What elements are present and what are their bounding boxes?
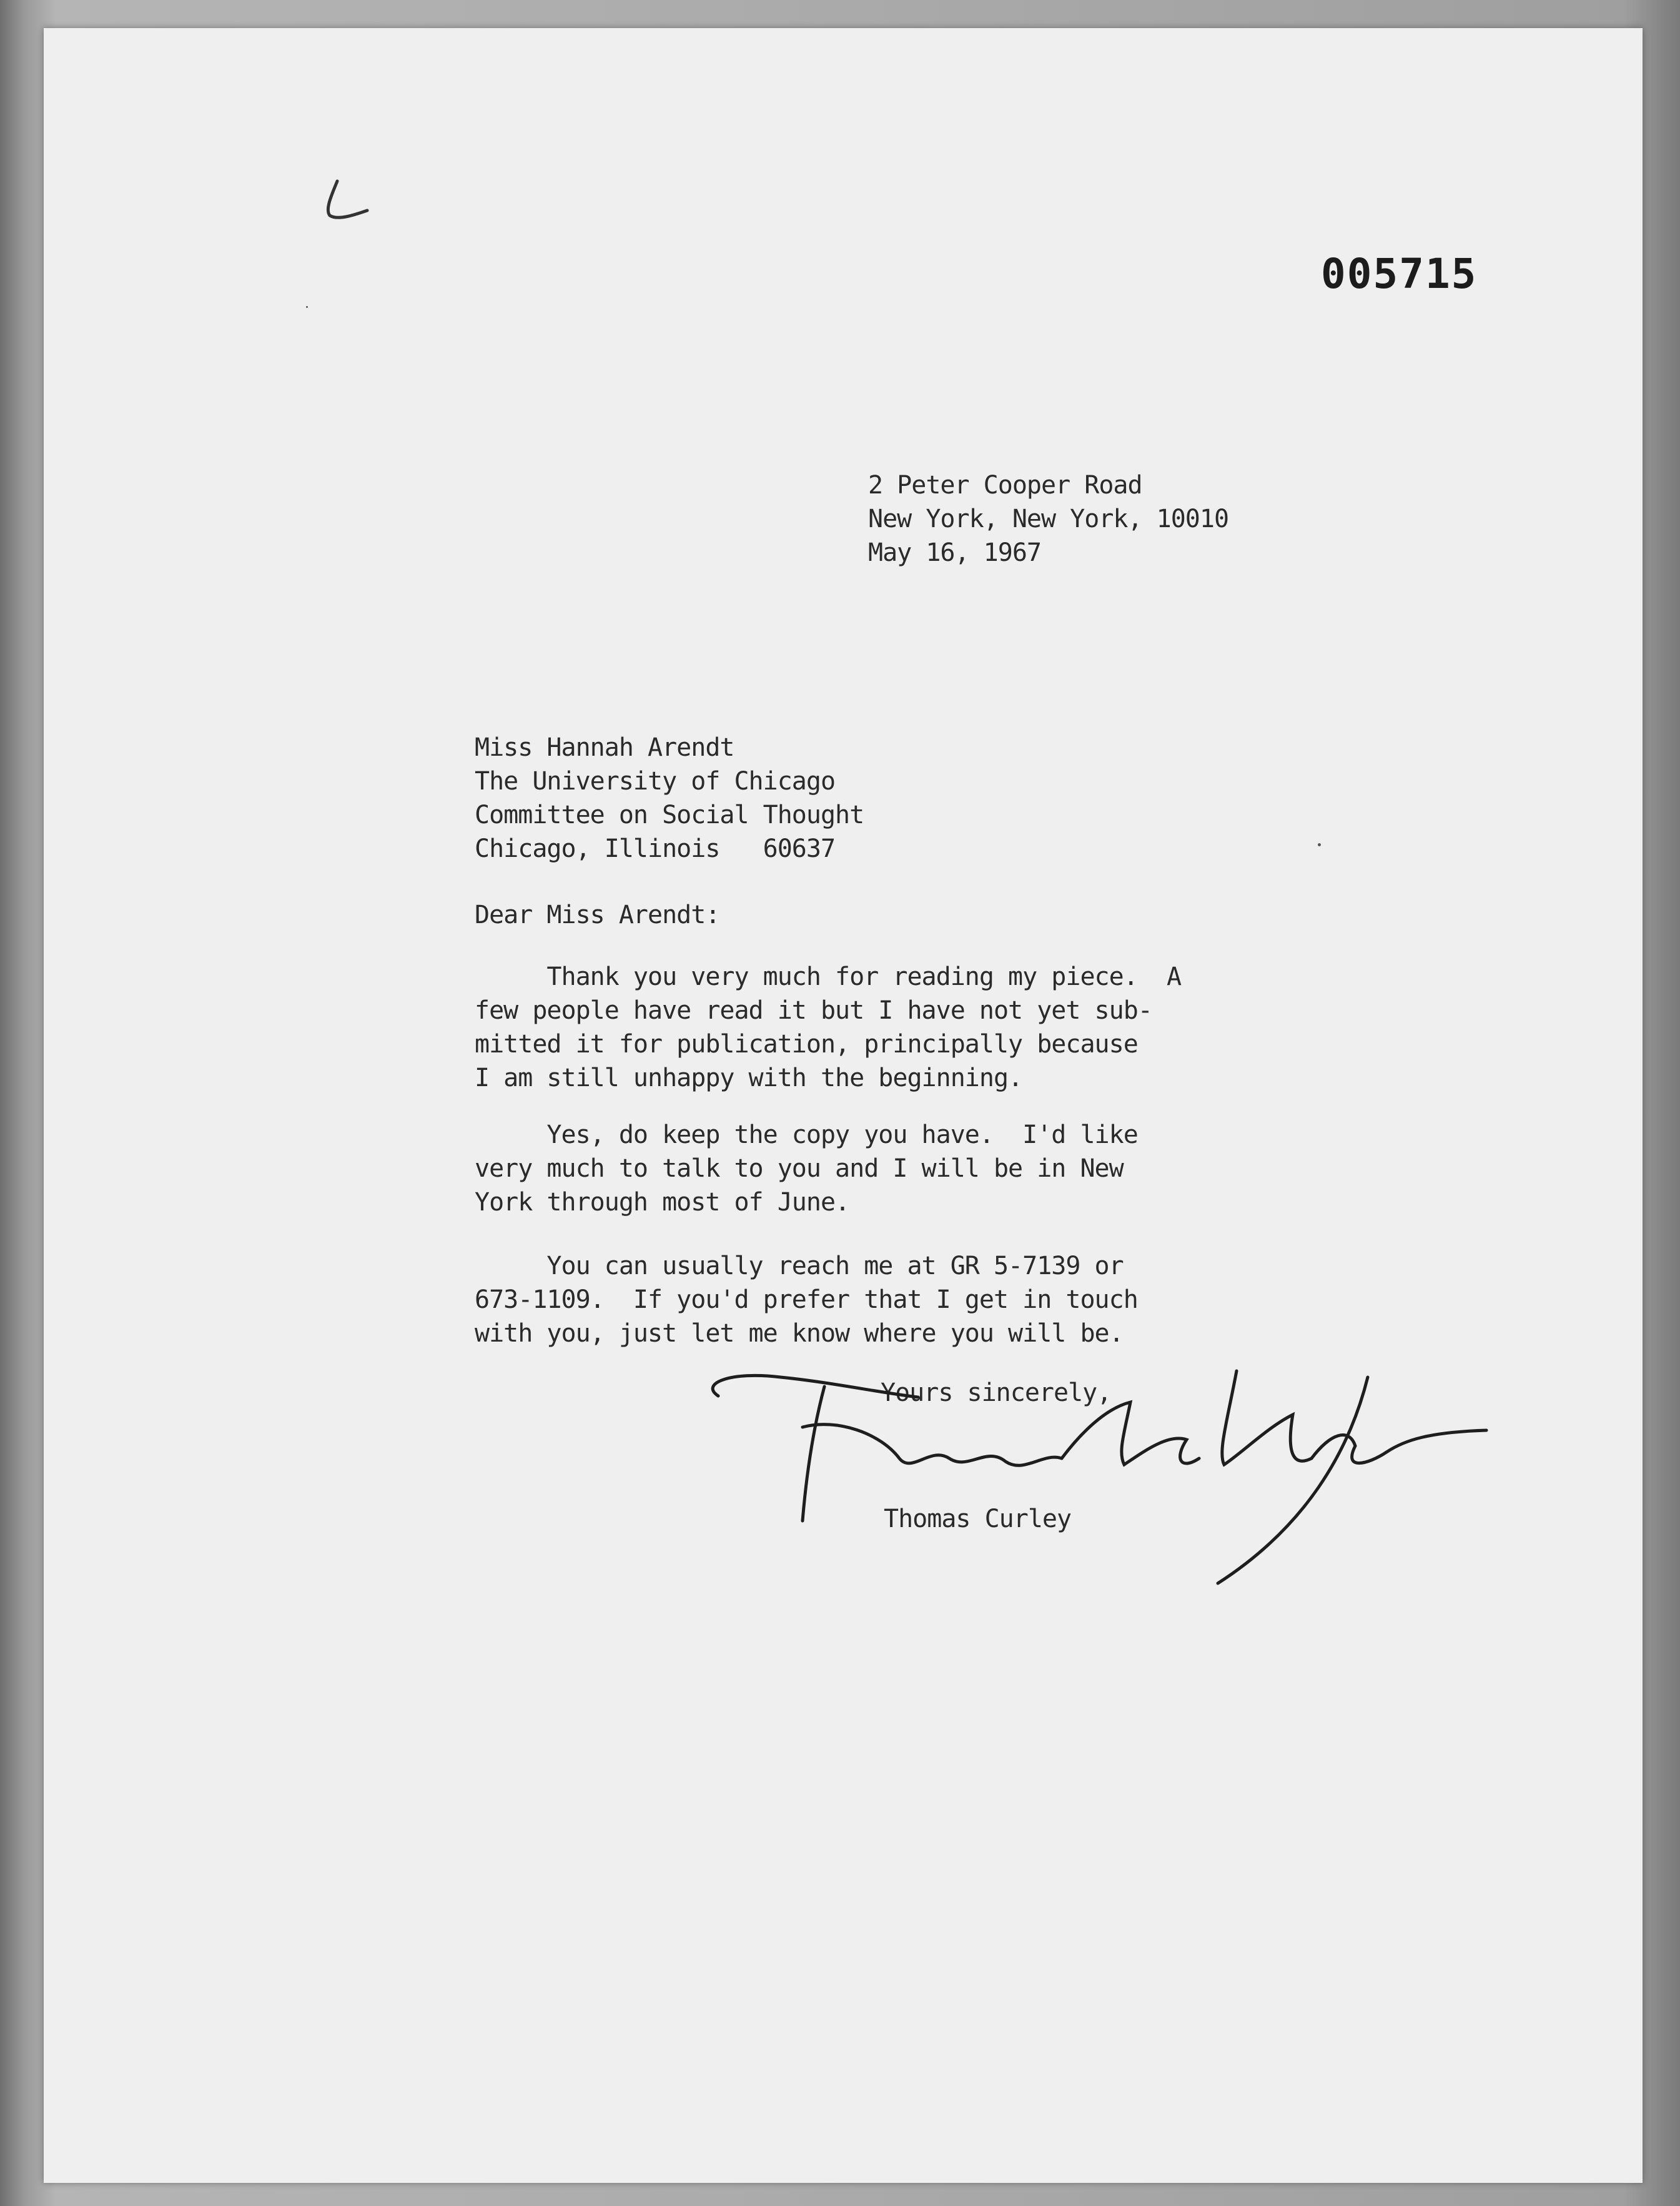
- salutation: Dear Miss Arendt:: [475, 901, 720, 929]
- paragraph-line: York through most of June.: [475, 1188, 850, 1217]
- paper-speck: [306, 306, 308, 308]
- paragraph-line: 673-1109. If you'd prefer that I get in touch: [475, 1285, 1138, 1314]
- recipient-address-block: [475, 731, 864, 866]
- recipient-dept: Committee on Social Thought: [475, 801, 864, 829]
- paragraph-line: mitted it for publication, principally because: [475, 1030, 1138, 1059]
- address-line-2: New York, New York, 10010: [868, 505, 1229, 533]
- recipient-city: Chicago, Illinois 60637: [475, 834, 836, 863]
- address-line-1: 2 Peter Cooper Road: [868, 471, 1142, 500]
- paragraph-line: with you, just let me know where you will be.: [475, 1319, 1124, 1348]
- body-paragraph-3: [475, 1249, 1138, 1350]
- paragraph-line: few people have read it but I have not yet sub-: [475, 996, 1152, 1025]
- paragraph-line: I am still unhappy with the beginning.: [475, 1064, 1023, 1092]
- signer-typed-name: Thomas Curley: [884, 1505, 1072, 1533]
- body-paragraph-1: [475, 960, 1181, 1095]
- letter-date: May 16, 1967: [868, 538, 1041, 567]
- paragraph-line: Yes, do keep the copy you have. I'd like: [475, 1120, 1138, 1149]
- body-paragraph-2: [475, 1118, 1138, 1219]
- paragraph-line: Thank you very much for reading my piece. A: [475, 962, 1182, 991]
- recipient-org: The University of Chicago: [475, 767, 836, 796]
- archive-stamp-number: 005715: [1321, 250, 1478, 298]
- paper-speck: [1318, 843, 1321, 846]
- recipient-name: Miss Hannah Arendt: [475, 733, 734, 762]
- closing-line: Yours sincerely,: [881, 1378, 1112, 1407]
- letter-page: [44, 28, 1643, 2183]
- sender-address-block: [868, 468, 1228, 570]
- paragraph-line: You can usually reach me at GR 5-7139 or: [475, 1252, 1124, 1280]
- handwritten-signature: [693, 1358, 1518, 1608]
- paragraph-line: very much to talk to you and I will be in New: [475, 1154, 1124, 1183]
- handwritten-margin-mark: [319, 172, 375, 228]
